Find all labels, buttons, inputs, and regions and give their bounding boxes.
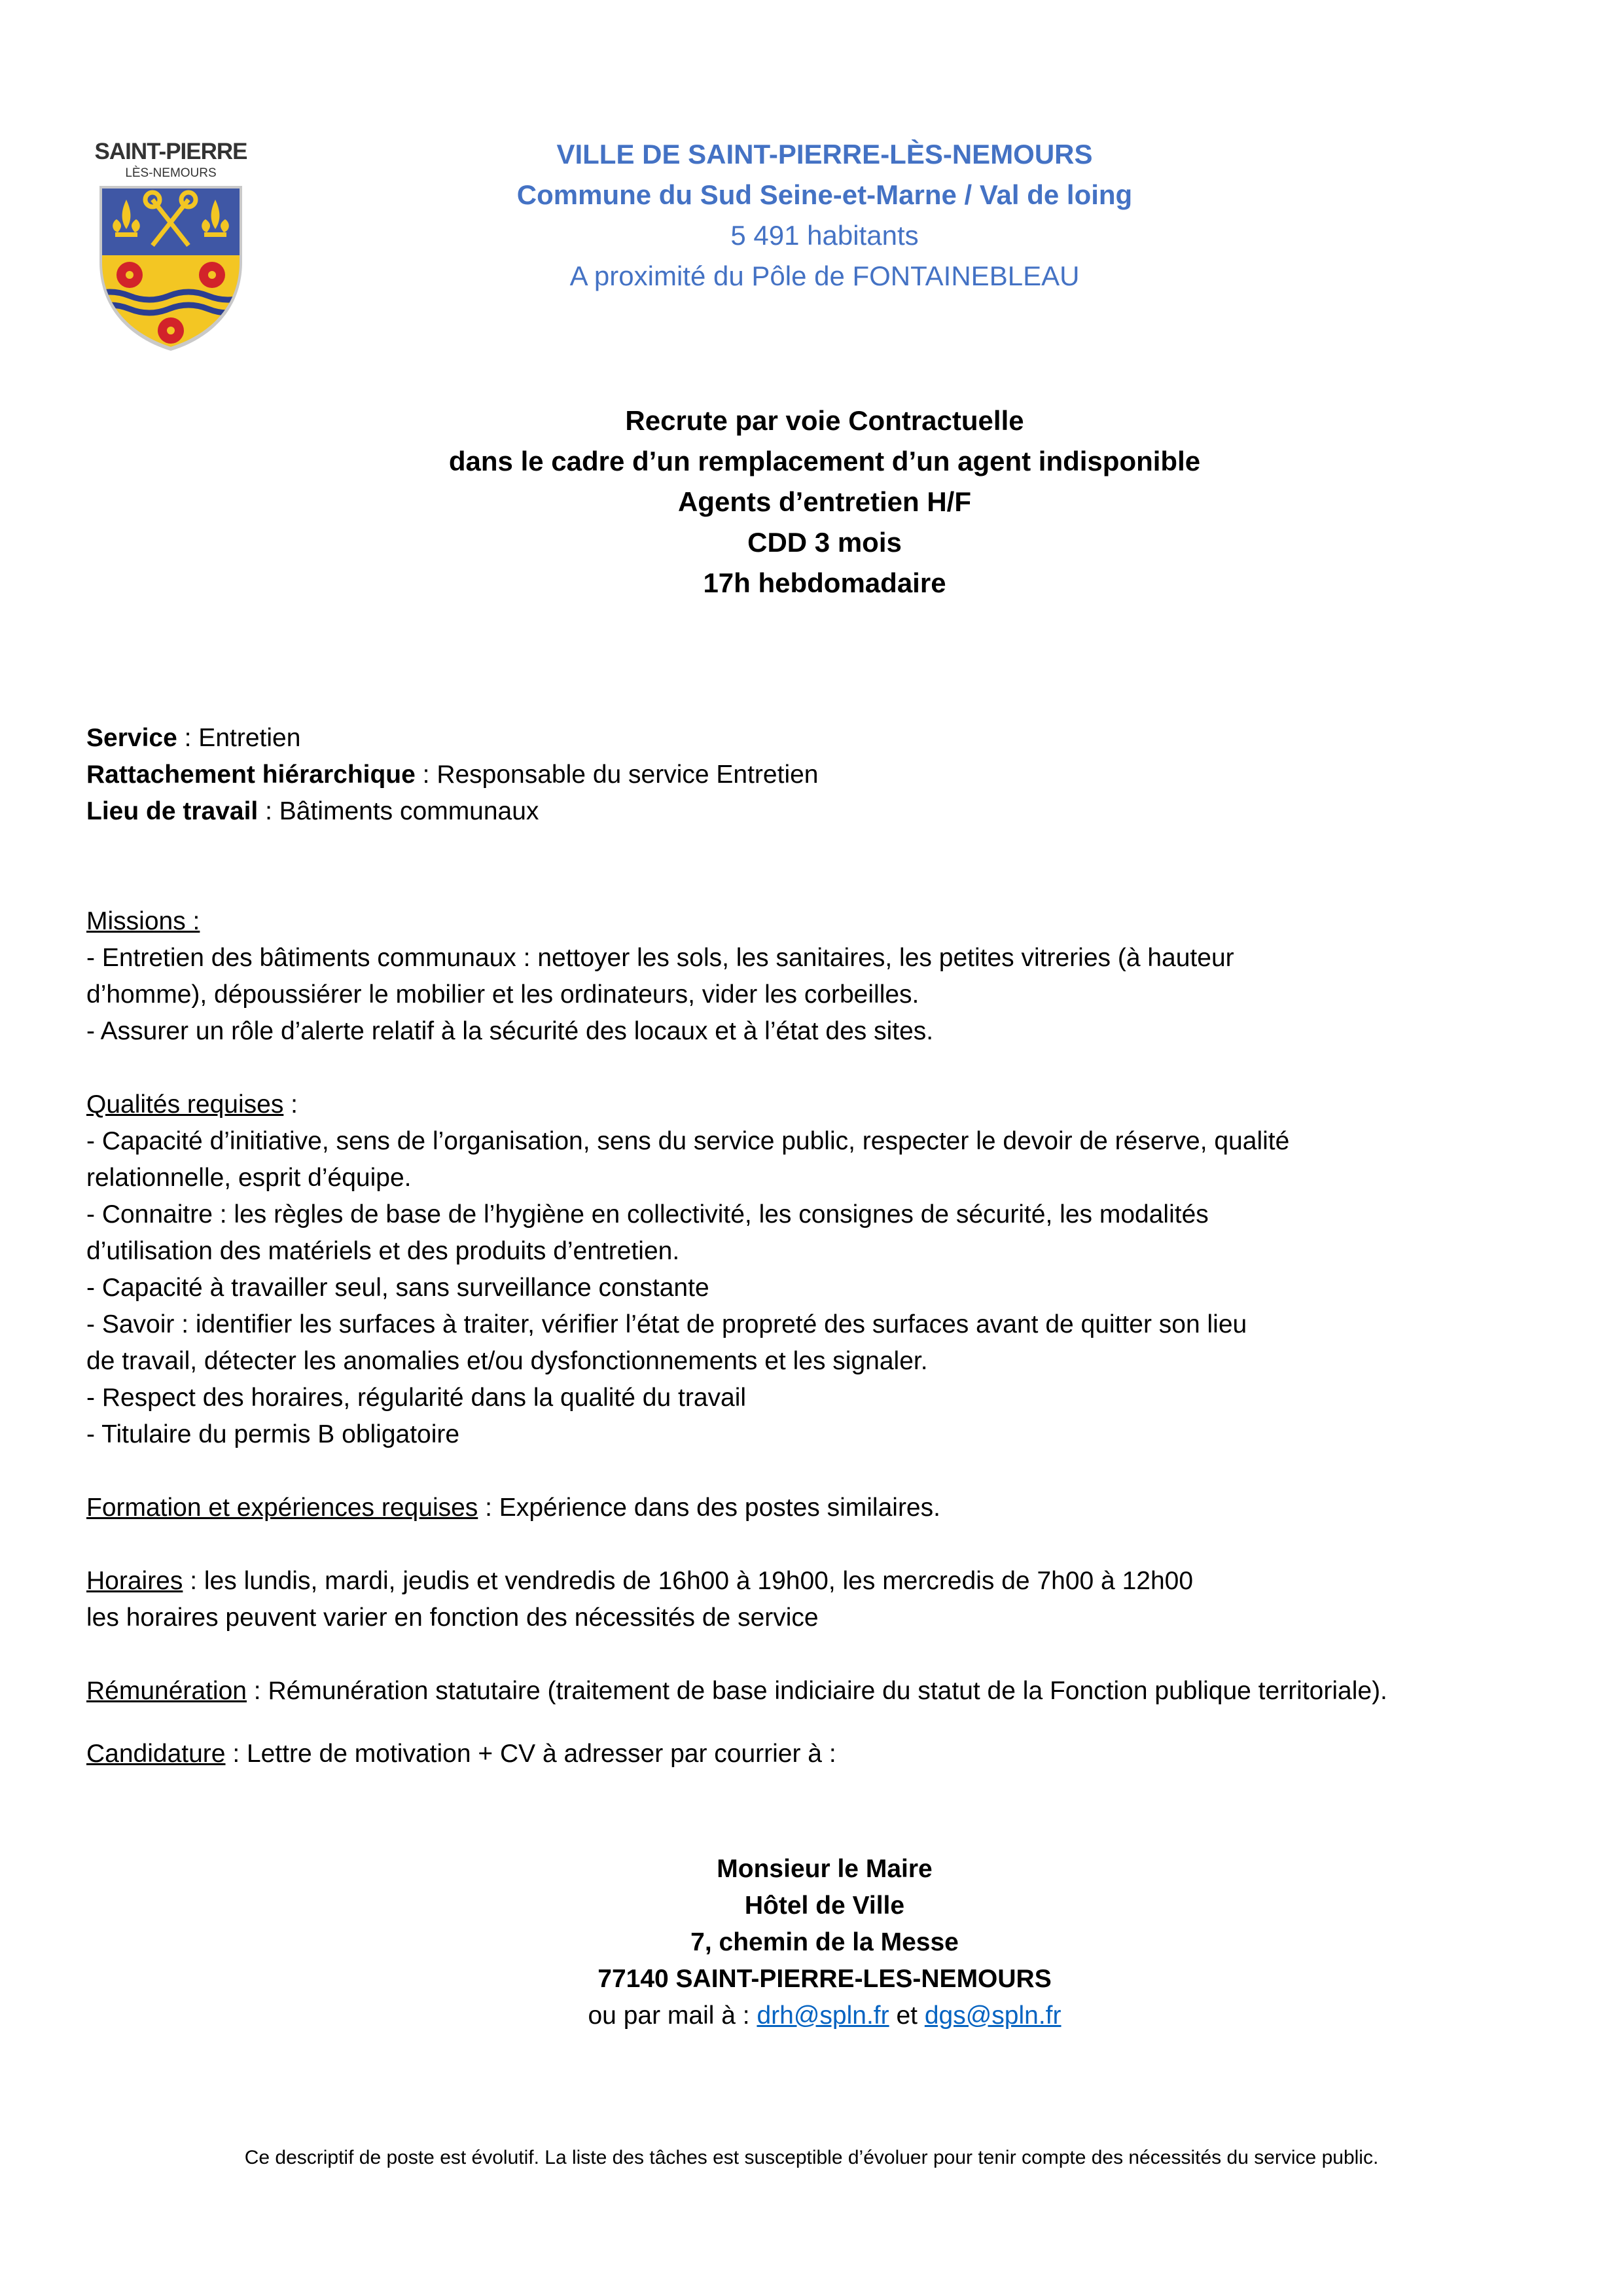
horaires-line-2: les horaires peuvent varier en fonction des nécessités de service	[86, 1604, 819, 1632]
service-line	[86, 720, 300, 757]
coat-of-arms-icon	[90, 183, 251, 353]
qualites-line-6: - Savoir : identifier les surfaces à traiter, vérifier l’état de propreté des surfaces avant de quitter son lieu	[86, 1310, 1247, 1338]
rattachement-line	[86, 757, 819, 793]
service-label: Service	[86, 724, 177, 752]
remuneration-value: : Rémunération statutaire (traitement de base indiciaire du statut de la Fonction publique territoriale).	[246, 1677, 1387, 1705]
job-title-line-1: Recrute par voie Contractuelle	[625, 405, 1024, 436]
town-proximity: A proximité du Pôle de FONTAINEBLEAU	[569, 260, 1080, 291]
lieu-label: Lieu de travail	[86, 797, 259, 825]
qualites-line-2: relationnelle, esprit d’équipe.	[86, 1164, 412, 1192]
qualites-heading-suffix: :	[283, 1090, 298, 1119]
qualites-line-1: - Capacité d’initiative, sens de l’organisation, sens du service public, respecter le devoir de réserve, qualité	[86, 1127, 1290, 1155]
footer-note: Ce descriptif de poste est évolutif. La liste des tâches est susceptible d’évoluer pour tenir compte des nécessités du service public.	[244, 2147, 1379, 2168]
mail-and: et	[889, 2001, 925, 2030]
town-population: 5 491 habitants	[730, 220, 919, 251]
candidature-value: : Lettre de motivation + CV à adresser par courrier à :	[225, 1740, 836, 1768]
rattachement-value: : Responsable du service Entretien	[415, 761, 819, 789]
job-title-line-2: dans le cadre d’un remplacement d’un agent indisponible	[448, 446, 1201, 476]
qualites-line-4: d’utilisation des matériels et des produits d’entretien.	[86, 1237, 680, 1265]
service-value: : Entretien	[177, 724, 301, 752]
horaires-label: Horaires	[86, 1567, 183, 1595]
qualites-line-3: - Connaitre : les règles de base de l’hygiène en collectivité, les consignes de sécurité, les modalités	[86, 1200, 1209, 1229]
qualites-line-5: - Capacité à travailler seul, sans surveillance constante	[86, 1274, 709, 1302]
qualites-heading: Qualités requises	[86, 1090, 284, 1119]
qualites-line-8: - Respect des horaires, régularité dans la qualité du travail	[86, 1384, 747, 1412]
missions-line-1: - Entretien des bâtiments communaux : nettoyer les sols, les sanitaires, les petites vitreries (à hauteur	[86, 944, 1234, 972]
formation-label: Formation et expériences requises	[86, 1494, 478, 1522]
mail-prefix: ou par mail à :	[588, 2001, 757, 2030]
job-title-line-4: CDD 3 mois	[747, 527, 902, 558]
logo-title: SAINT-PIERRE	[94, 139, 247, 164]
job-title-line-3: Agents d’entretien H/F	[677, 486, 972, 517]
email-dgs-link[interactable]: dgs@spln.fr	[924, 2001, 1061, 2030]
remuneration-line	[86, 1673, 1387, 1710]
horaires-value: : les lundis, mardi, jeudis et vendredis de 16h00 à 19h00, les mercredis de 7h00 à 12h00	[183, 1567, 1194, 1595]
job-title-line-5: 17h hebdomadaire	[703, 567, 946, 598]
mail-line	[393, 1998, 1257, 2034]
email-drh-link[interactable]: drh@spln.fr	[757, 2001, 889, 2030]
address-line-1: Monsieur le Maire	[717, 1855, 933, 1883]
town-name: VILLE DE SAINT-PIERRE-LÈS-NEMOURS	[556, 139, 1093, 170]
town-region: Commune du Sud Seine-et-Marne / Val de loing	[516, 179, 1133, 210]
address-line-3: 7, chemin de la Messe	[690, 1928, 959, 1956]
qualites-line-9: - Titulaire du permis B obligatoire	[86, 1420, 460, 1448]
missions-line-2: d’homme), dépoussiérer le mobilier et les ordinateurs, vider les corbeilles.	[86, 980, 919, 1009]
horaires-line	[86, 1563, 1193, 1600]
address-line-2: Hôtel de Ville	[744, 1892, 905, 1920]
formation-value: : Expérience dans des postes similaires.	[478, 1494, 940, 1522]
town-logo	[90, 139, 251, 355]
candidature-label: Candidature	[86, 1740, 226, 1768]
formation-line	[86, 1490, 940, 1526]
qualites-heading-line	[86, 1086, 298, 1123]
missions-heading: Missions :	[86, 907, 200, 935]
logo-subtitle: LÈS-NEMOURS	[125, 166, 217, 180]
address-line-4: 77140 SAINT-PIERRE-LES-NEMOURS	[597, 1965, 1052, 1993]
rattachement-label: Rattachement hiérarchique	[86, 761, 416, 789]
lieu-line	[86, 793, 539, 830]
qualites-line-7: de travail, détecter les anomalies et/ou dysfonctionnements et les signaler.	[86, 1347, 928, 1375]
missions-line-3: - Assurer un rôle d’alerte relatif à la sécurité des locaux et à l’état des sites.	[86, 1017, 934, 1045]
candidature-line	[86, 1736, 836, 1772]
lieu-value: : Bâtiments communaux	[258, 797, 539, 825]
remuneration-label: Rémunération	[86, 1677, 247, 1705]
